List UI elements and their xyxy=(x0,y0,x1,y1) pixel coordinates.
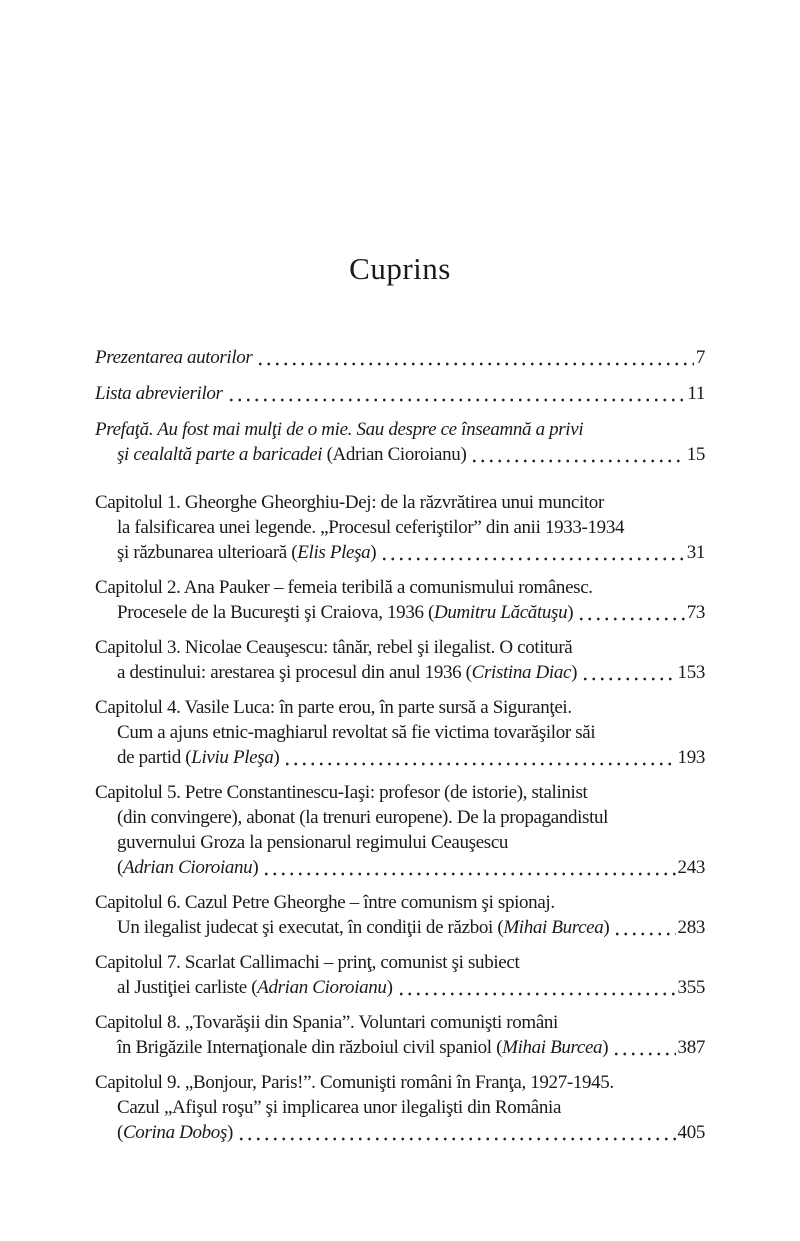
entry-tail: şi răzbunarea ulterioară ( xyxy=(117,542,298,563)
toc-entry-chapter-3 xyxy=(95,635,705,685)
toc-line xyxy=(95,442,705,467)
entry-tail: de partid ( xyxy=(117,747,192,768)
page-number: 7 xyxy=(695,347,705,368)
toc-entry-chapter-5 xyxy=(95,780,705,880)
toc-entry-chapter-9 xyxy=(95,1070,705,1145)
page-number: 387 xyxy=(677,1037,705,1058)
page-number: 243 xyxy=(677,857,705,878)
dot-leader xyxy=(227,381,686,406)
toc-line xyxy=(95,540,705,565)
entry-author: Adrian Cioroianu xyxy=(257,977,387,998)
entry-author: Mihai Burcea xyxy=(503,917,604,938)
toc-chapter-list xyxy=(95,490,705,1145)
page-number: 355 xyxy=(677,977,705,998)
toc-line: guvernului Groza la pensionarul regimului Ceauşescu xyxy=(117,832,509,853)
entry-paren: ) xyxy=(603,917,610,938)
toc-line xyxy=(95,1035,705,1060)
page-number: 405 xyxy=(677,1122,705,1143)
toc-entry-chapter-4 xyxy=(95,695,705,770)
dot-leader xyxy=(612,1035,675,1060)
toc-entry-chapter-1 xyxy=(95,490,705,565)
toc-line: Capitolul 2. Ana Pauker – femeia teribilă a comunismului românesc. xyxy=(95,577,593,598)
toc-line: Capitolul 4. Vasile Luca: în parte erou, în parte sursă a Siguranţei. xyxy=(95,697,572,718)
toc-line: Cazul „Afişul roşu” şi implicarea unor ilegalişti din România xyxy=(117,1097,562,1118)
page-number: 73 xyxy=(686,602,705,623)
entry-paren: ) xyxy=(252,857,259,878)
entry-paren: ) xyxy=(386,977,393,998)
entry-paren: ( xyxy=(117,1122,123,1143)
toc-entry xyxy=(95,381,705,406)
entry-title: Lista abrevierilor xyxy=(95,383,223,404)
toc-line xyxy=(95,855,705,880)
toc-line xyxy=(95,600,705,625)
entry-paren: ) xyxy=(571,662,578,683)
entry-paren: ) xyxy=(602,1037,609,1058)
entry-author: Adrian Cioroianu xyxy=(122,857,253,878)
toc-front-matter xyxy=(95,345,705,467)
toc-line: Capitolul 1. Gheorghe Gheorghiu-Dej: de la răzvrătirea unui muncitor xyxy=(95,492,604,513)
entry-paren: ( xyxy=(117,857,123,878)
page-number: 11 xyxy=(687,383,705,404)
entry-author: Corina Doboş xyxy=(122,1122,227,1143)
toc-line xyxy=(95,1120,705,1145)
entry-text xyxy=(95,381,223,406)
entry-tail: a destinului: arestarea şi procesul din anul 1936 ( xyxy=(117,662,472,683)
dot-leader xyxy=(256,345,693,370)
toc-entry-chapter-6 xyxy=(95,890,705,940)
entry-author: Mihai Burcea xyxy=(502,1037,603,1058)
entry-tail: al Justiţiei carliste ( xyxy=(117,977,258,998)
dot-leader xyxy=(397,975,676,1000)
entry-tail: în Brigăzile Internaţionale din războiul civil spaniol ( xyxy=(117,1037,503,1058)
dot-leader xyxy=(470,442,684,467)
dot-leader xyxy=(237,1120,676,1145)
entry-text xyxy=(117,745,279,770)
toc-line xyxy=(95,345,705,370)
entry-text xyxy=(117,855,258,880)
entry-tail: Procesele de la Bucureşti şi Craiova, 1936 ( xyxy=(117,602,435,623)
entry-text xyxy=(117,915,609,940)
entry-author: Cristina Diac xyxy=(471,662,572,683)
entry-paren: ) xyxy=(273,747,280,768)
page-number: 193 xyxy=(677,747,705,768)
toc-line xyxy=(95,975,705,1000)
dot-leader xyxy=(581,660,675,685)
dot-leader xyxy=(577,600,684,625)
toc-entry xyxy=(95,417,705,467)
entry-text xyxy=(117,660,577,685)
toc-entry xyxy=(95,345,705,370)
entry-paren: ) xyxy=(227,1122,233,1143)
toc-line: Capitolul 9. „Bonjour, Paris!”. Comunişti români în Franţa, 1927-1945. xyxy=(95,1072,614,1093)
dot-leader xyxy=(262,855,675,880)
toc-entry-chapter-2 xyxy=(95,575,705,625)
entry-text xyxy=(95,345,252,370)
dot-leader xyxy=(283,745,675,770)
entry-author: Dumitru Lăcătuşu xyxy=(434,602,568,623)
page-number: 283 xyxy=(677,917,705,938)
toc-line: Capitolul 8. „Tovarăşii din Spania”. Voluntari comunişti români xyxy=(95,1012,558,1033)
toc-line: (din convingere), abonat (la trenuri europene). De la propagandistul xyxy=(117,807,609,828)
entry-text xyxy=(117,442,466,467)
entry-title: şi cealaltă parte a baricadei xyxy=(117,444,327,465)
toc-line: Cum a ajuns etnic-maghiarul revoltat să fie victima tovarăşilor săi xyxy=(117,722,596,743)
page-number: 31 xyxy=(686,542,705,563)
entry-author: Liviu Pleşa xyxy=(191,747,274,768)
toc-line xyxy=(95,745,705,770)
entry-text xyxy=(117,975,393,1000)
toc-line: la falsificarea unei legende. „Procesul ceferiştilor” din anii 1933-1934 xyxy=(117,517,625,538)
entry-text xyxy=(117,1120,233,1145)
page-number: 153 xyxy=(677,662,705,683)
toc-line: Capitolul 5. Petre Constantinescu-Iaşi: profesor (de istorie), stalinist xyxy=(95,782,588,803)
entry-text xyxy=(117,1035,608,1060)
entry-paren: ) xyxy=(370,542,377,563)
toc-entry-chapter-8 xyxy=(95,1010,705,1060)
entry-title: Prezentarea autorilor xyxy=(95,347,253,368)
toc-line xyxy=(95,660,705,685)
toc-line xyxy=(95,915,705,940)
toc-line: Prefaţă. Au fost mai mulţi de o mie. Sau despre ce înseamnă a privi xyxy=(95,419,584,440)
entry-author: (Adrian Cioroianu) xyxy=(326,444,467,465)
page-number: 15 xyxy=(686,444,705,465)
entry-text xyxy=(117,600,573,625)
toc-line: Capitolul 6. Cazul Petre Gheorghe – între comunism şi spionaj. xyxy=(95,892,555,913)
entry-tail: Un ilegalist judecat şi executat, în condiţii de război ( xyxy=(117,917,504,938)
toc-line: Capitolul 7. Scarlat Callimachi – prinţ, comunist şi subiect xyxy=(95,952,520,973)
toc-entry-chapter-7 xyxy=(95,950,705,1000)
page-title: Cuprins xyxy=(349,251,451,286)
entry-author: Elis Pleşa xyxy=(297,542,371,563)
toc-line xyxy=(95,381,705,406)
entry-paren: ) xyxy=(567,602,574,623)
dot-leader xyxy=(613,915,675,940)
dot-leader xyxy=(380,540,684,565)
entry-text xyxy=(117,540,376,565)
toc-line: Capitolul 3. Nicolae Ceauşescu: tânăr, rebel şi ilegalist. O cotitură xyxy=(95,637,573,658)
